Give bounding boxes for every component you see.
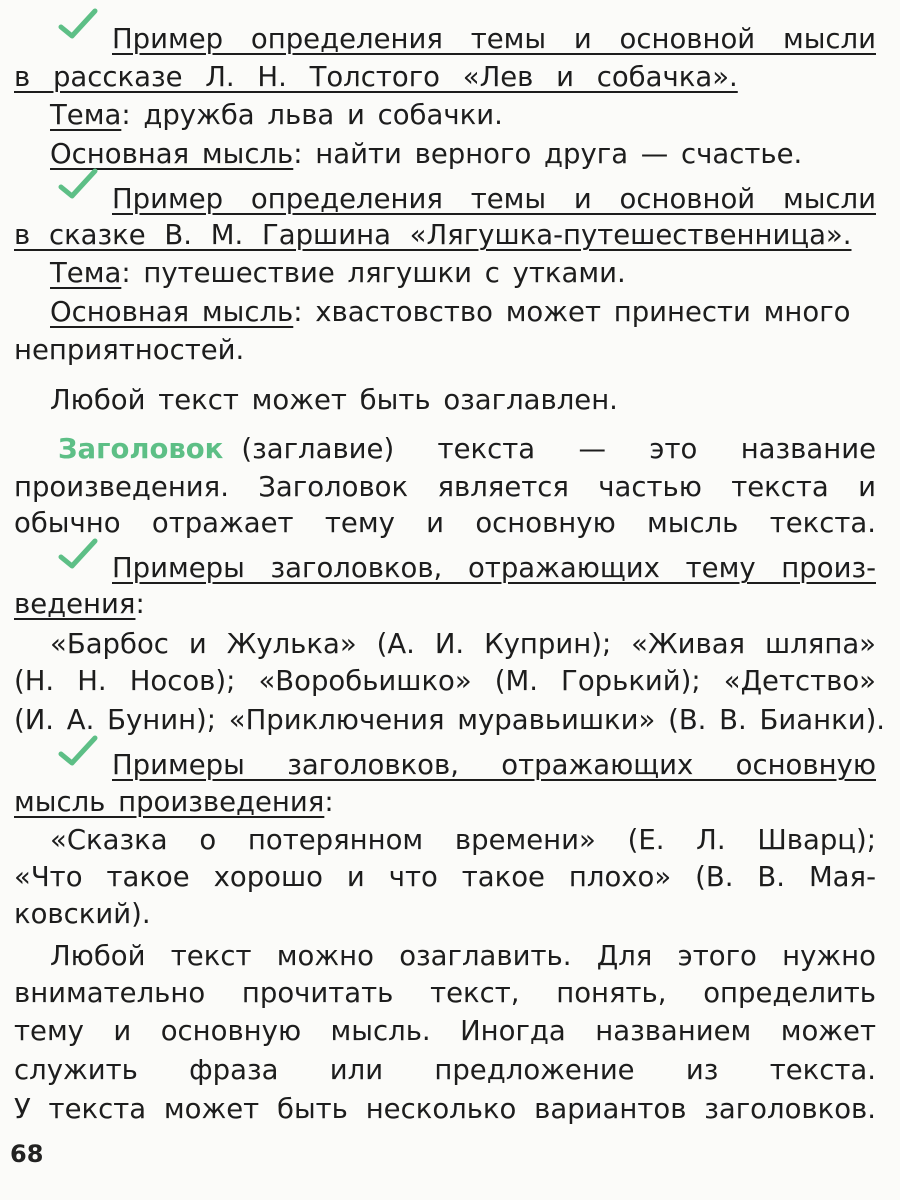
- theme-label: Тема: [50, 99, 122, 131]
- theme-text: : путешествие лягушки с утками.: [121, 257, 626, 289]
- page-number: 68: [10, 1140, 44, 1168]
- example2-heading-line1: Пример определения темы и основной мысли: [112, 183, 876, 215]
- definition-line1-text: (заглавие) текста — это название: [241, 433, 876, 465]
- theme-text: : дружба льва и собачки.: [121, 99, 503, 131]
- examples-theme-heading-colon: :: [135, 588, 145, 620]
- examples-idea-line3: ковский).: [14, 898, 151, 930]
- definition-line2: произведения. Заголовок является частью текста и: [14, 471, 876, 503]
- examples-idea-heading-line2: [14, 785, 334, 819]
- check-mark-icon: [58, 168, 98, 200]
- example1-theme: [50, 98, 503, 132]
- examples-theme-line1: «Барбос и Жулька» (А. И. Куприн); «Живая шляпа»: [50, 628, 876, 660]
- examples-idea-line1: «Сказка о потерянном времени» (Е. Л. Шварц);: [50, 824, 876, 856]
- definition-line1: [58, 432, 876, 466]
- theme-label: Тема: [50, 257, 122, 289]
- example2-theme: [50, 256, 626, 290]
- closing-line2: внимательно прочитать текст, понять, определить: [14, 977, 876, 1009]
- example2-heading-line2: в сказке В. М. Гаршина «Лягушка-путешественница».: [14, 219, 852, 251]
- examples-idea-heading-words: мысль произведения: [14, 786, 325, 818]
- closing-line4: служить фраза или предложение из текста.: [14, 1054, 876, 1086]
- main-idea-text: : найти верного друга — счастье.: [293, 138, 803, 170]
- main-idea-label: Основная мысль: [50, 296, 294, 328]
- check-mark-icon: [58, 735, 98, 767]
- main-idea-label: Основная мысль: [50, 138, 294, 170]
- closing-line3: тему и основную мысль. Иногда названием может: [14, 1015, 876, 1047]
- closing-line5: У текста может быть несколько вариантов заголовков.: [14, 1093, 876, 1125]
- examples-idea-line2: «Что такое хорошо и что такое плохо» (В. В. Мая-: [14, 861, 876, 893]
- example2-main-idea: [50, 295, 851, 329]
- example1-main-idea: [50, 137, 802, 171]
- examples-theme-heading-line1: Примеры заголовков, отражающих тему произ-: [112, 552, 876, 584]
- check-mark-icon: [58, 8, 98, 40]
- check-mark-icon: [58, 538, 98, 570]
- example1-heading-line1: Пример определения темы и основной мысли: [112, 23, 876, 55]
- example2-main-idea-cont: неприятностей.: [14, 334, 245, 366]
- main-idea-text: : хвастовство может принести много: [293, 296, 851, 328]
- examples-theme-line3: (И. А. Бунин); «Приключения муравьишки» (В. В. Бианки).: [14, 704, 886, 736]
- examples-theme-line2: (Н. Н. Носов); «Воробьишко» (М. Горький); «Детство»: [14, 665, 876, 697]
- term-heading: Заголовок: [58, 433, 224, 465]
- definition-line3: обычно отражает тему и основную мысль текста.: [14, 507, 876, 539]
- statement-title-possible: Любой текст может быть озаглавлен.: [50, 384, 618, 416]
- example1-heading-line2: в рассказе Л. Н. Толстого «Лев и собачка».: [14, 61, 738, 93]
- examples-idea-heading-line1: Примеры заголовков, отражающих основную: [112, 749, 876, 781]
- examples-theme-heading-line2: [14, 587, 145, 621]
- closing-line1: Любой текст можно озаглавить. Для этого нужно: [50, 940, 876, 972]
- examples-idea-heading-colon: :: [324, 786, 334, 818]
- examples-theme-heading-word: ведения: [14, 588, 136, 620]
